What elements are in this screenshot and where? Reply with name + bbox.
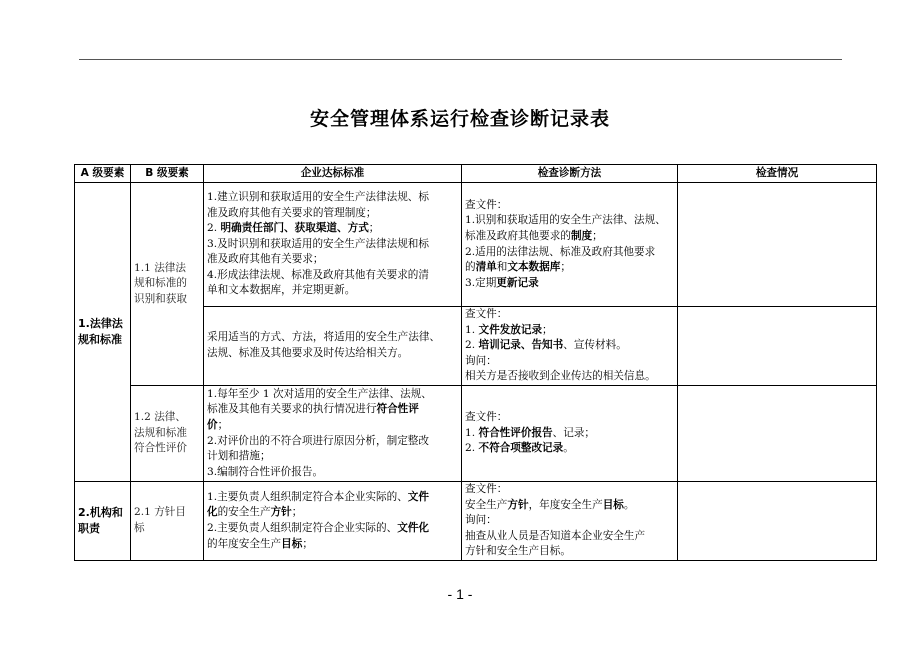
bold-text-segment: 文件化	[397, 522, 429, 534]
text-line	[465, 441, 674, 457]
bold-text-segment: 符合性评价报告	[478, 426, 553, 439]
bold-text-segment: 培训记录、告知书	[478, 339, 564, 352]
text-line	[465, 307, 674, 323]
text-segment: ；	[368, 222, 380, 235]
result-cell[interactable]	[678, 482, 877, 561]
text-segment: 相关方是否接收到企业传达的相关信息。	[465, 370, 656, 383]
text-segment: 1.	[465, 323, 479, 336]
column-header-standard: 企业达标标准	[204, 165, 462, 183]
text-segment: 询问：	[465, 514, 497, 527]
standard-cell	[204, 307, 462, 386]
text-segment: ；	[542, 323, 553, 336]
text-line	[465, 498, 674, 514]
text-segment: 2.	[207, 222, 221, 235]
header-rule	[79, 59, 842, 60]
a-element-text: 2.机构和	[78, 506, 123, 519]
text-segment: 1.主要负责人组织制定符合本企业实际的、	[207, 490, 408, 503]
method-cell	[462, 307, 678, 386]
text-segment: 的安全生产	[217, 506, 271, 519]
a-element-text: 职责	[78, 522, 100, 535]
text-segment: 1.每年至少 1 次对适用的安全生产法律、法规、	[207, 387, 432, 400]
b-element-text: 1.1 法律法	[134, 261, 186, 274]
text-line	[207, 465, 458, 481]
result-cell[interactable]	[678, 386, 877, 482]
bold-text-segment: 符合性评	[376, 403, 419, 416]
text-line	[465, 529, 674, 545]
standard-cell	[204, 183, 462, 307]
method-cell	[462, 482, 678, 561]
text-segment: 查文件：	[465, 411, 508, 424]
text-segment: 3.及时识别和获取适用的安全生产法律法规和标	[207, 237, 429, 250]
standard-cell	[204, 386, 462, 482]
a-element-text: 1.法律法	[78, 317, 123, 330]
text-line	[207, 190, 458, 206]
text-segment: 1.	[465, 426, 479, 439]
column-header-result: 检查情况	[678, 165, 877, 183]
b-element-text: 规和标准的	[134, 277, 187, 290]
text-line	[207, 449, 458, 465]
text-line	[207, 418, 458, 434]
text-segment: 法规、标准及其他要求及时传达给相关方。	[207, 347, 409, 359]
text-segment: 计划和措施；	[207, 450, 271, 463]
bold-text-segment: 不符合项整改记录	[478, 442, 564, 455]
b-element-text: 标	[134, 522, 145, 534]
table-row	[75, 183, 877, 307]
text-segment: 2.对评价出的不符合项进行原因分析，制定整改	[207, 434, 429, 447]
text-line	[207, 490, 458, 506]
text-segment: 查文件：	[465, 198, 508, 211]
b-element-text: 1.2 法律、	[134, 411, 186, 424]
text-line	[207, 346, 458, 362]
text-segment: 准及政府其他有关要求；	[207, 253, 324, 266]
a-element-cell	[75, 482, 131, 561]
text-segment: 2.	[465, 442, 479, 455]
text-segment: 和	[496, 261, 508, 274]
text-segment: 查文件：	[465, 308, 508, 321]
a-element-text: 规和标准	[78, 333, 122, 346]
text-line	[465, 338, 674, 354]
bold-text-segment: 方针	[507, 498, 529, 511]
text-line	[207, 252, 458, 268]
text-line	[465, 354, 674, 370]
text-line	[207, 434, 458, 450]
table-header-row	[75, 165, 877, 183]
text-line	[465, 260, 674, 276]
text-segment: ；	[217, 418, 229, 431]
result-cell[interactable]	[678, 307, 877, 386]
b-element-cell	[131, 183, 204, 386]
text-line	[207, 206, 458, 222]
b-element-text: 法规和标准	[134, 426, 187, 439]
bold-text-segment: 文件发放记录	[478, 323, 543, 336]
bold-text-segment: 清单	[475, 261, 497, 274]
text-line	[465, 369, 674, 385]
b-element-text: 符合性评价	[134, 442, 187, 455]
text-line	[207, 505, 458, 521]
text-segment: 单和文本数据库，并定期更新。	[207, 284, 356, 297]
text-line	[465, 245, 674, 261]
text-segment: 查文件：	[465, 483, 508, 496]
text-segment: 采用适当的方式、方法，将适用的安全生产法律、	[207, 331, 441, 344]
column-header-method: 检查诊断方法	[462, 165, 678, 183]
bold-text-segment: 文件	[407, 490, 429, 503]
bold-text-segment: 目标	[281, 537, 303, 550]
text-line	[207, 521, 458, 537]
bold-text-segment: 价	[207, 418, 218, 431]
text-segment: ；	[592, 229, 603, 242]
text-segment: 安全生产	[465, 498, 508, 511]
method-cell	[462, 183, 678, 307]
text-segment: 标准及政府其他要求的	[465, 229, 571, 242]
text-line	[465, 229, 674, 245]
a-element-cell	[75, 183, 131, 482]
text-line	[465, 213, 674, 229]
text-line	[465, 410, 674, 426]
inspection-record-table	[74, 164, 877, 561]
standard-cell	[204, 482, 462, 561]
text-segment: 3.定期	[465, 276, 497, 289]
bold-text-segment: 方针	[270, 506, 292, 519]
table-row	[75, 482, 877, 561]
text-segment: 的	[465, 261, 476, 274]
document-title: 安全管理体系运行检查诊断记录表	[309, 108, 610, 130]
text-line	[207, 283, 458, 299]
text-segment: 4.形成法律法规、标准及政府其他有关要求的清	[207, 268, 429, 281]
text-segment: 标准及其他有关要求的执行情况进行	[207, 403, 377, 416]
bold-text-segment: 化	[207, 506, 218, 519]
text-line	[207, 237, 458, 253]
text-segment: ，年度安全生产	[528, 498, 603, 511]
text-segment: 。	[623, 498, 635, 511]
text-line	[465, 198, 674, 214]
table-row	[75, 386, 877, 482]
text-line	[207, 221, 458, 237]
text-line	[465, 513, 674, 529]
text-segment: 方针和安全生产目标。	[465, 545, 571, 558]
text-line	[465, 482, 674, 498]
text-line	[207, 268, 458, 284]
b-element-text: 识别和获取	[134, 292, 187, 305]
text-line	[465, 426, 674, 442]
bold-text-segment: 明确责任部门、获取渠道、方式	[220, 222, 369, 235]
result-cell[interactable]	[678, 183, 877, 307]
bold-text-segment: 更新记录	[496, 276, 539, 289]
text-line	[207, 537, 458, 553]
method-cell	[462, 386, 678, 482]
text-segment: 1.识别和获取适用的安全生产法律、法规、	[465, 214, 666, 227]
text-segment: 。	[563, 442, 574, 455]
bold-text-segment: 制度	[570, 229, 593, 242]
text-line	[465, 544, 674, 560]
b-element-text: 2.1 方针目	[134, 506, 186, 519]
text-line	[207, 387, 458, 403]
text-segment: 的年度安全生产	[207, 537, 282, 550]
text-segment: ；	[302, 537, 313, 550]
page-number: - 1 -	[447, 586, 473, 602]
text-segment: 准及政府其他有关要求的管理制度；	[207, 206, 377, 219]
bold-text-segment: 目标	[602, 498, 624, 511]
bold-text-segment: 文本数据库	[507, 261, 561, 274]
text-segment: 、宣传材料。	[563, 339, 627, 352]
text-segment: ；	[291, 506, 303, 519]
text-segment: 2.	[465, 339, 479, 352]
column-header-b-element: B 级要素	[131, 165, 204, 183]
text-segment: 、记录；	[552, 426, 596, 439]
column-header-a-element: A 级要素	[75, 165, 131, 183]
text-segment: 1.建立识别和获取适用的安全生产法律法规、标	[207, 190, 429, 203]
text-line	[207, 402, 458, 418]
text-line	[465, 276, 674, 292]
text-segment: 抽查从业人员是否知道本企业安全生产	[465, 529, 646, 542]
text-segment: ；	[560, 261, 571, 274]
text-segment: 2.主要负责人组织制定符合企业实际的、	[207, 522, 398, 534]
text-line	[465, 323, 674, 339]
text-segment: 询问：	[465, 354, 497, 367]
text-segment: 2.适用的法律法规、标准及政府其他要求	[465, 245, 656, 258]
text-line	[207, 330, 458, 346]
b-element-cell	[131, 386, 204, 482]
b-element-cell	[131, 482, 204, 561]
text-segment: 3.编制符合性评价报告。	[207, 465, 324, 478]
